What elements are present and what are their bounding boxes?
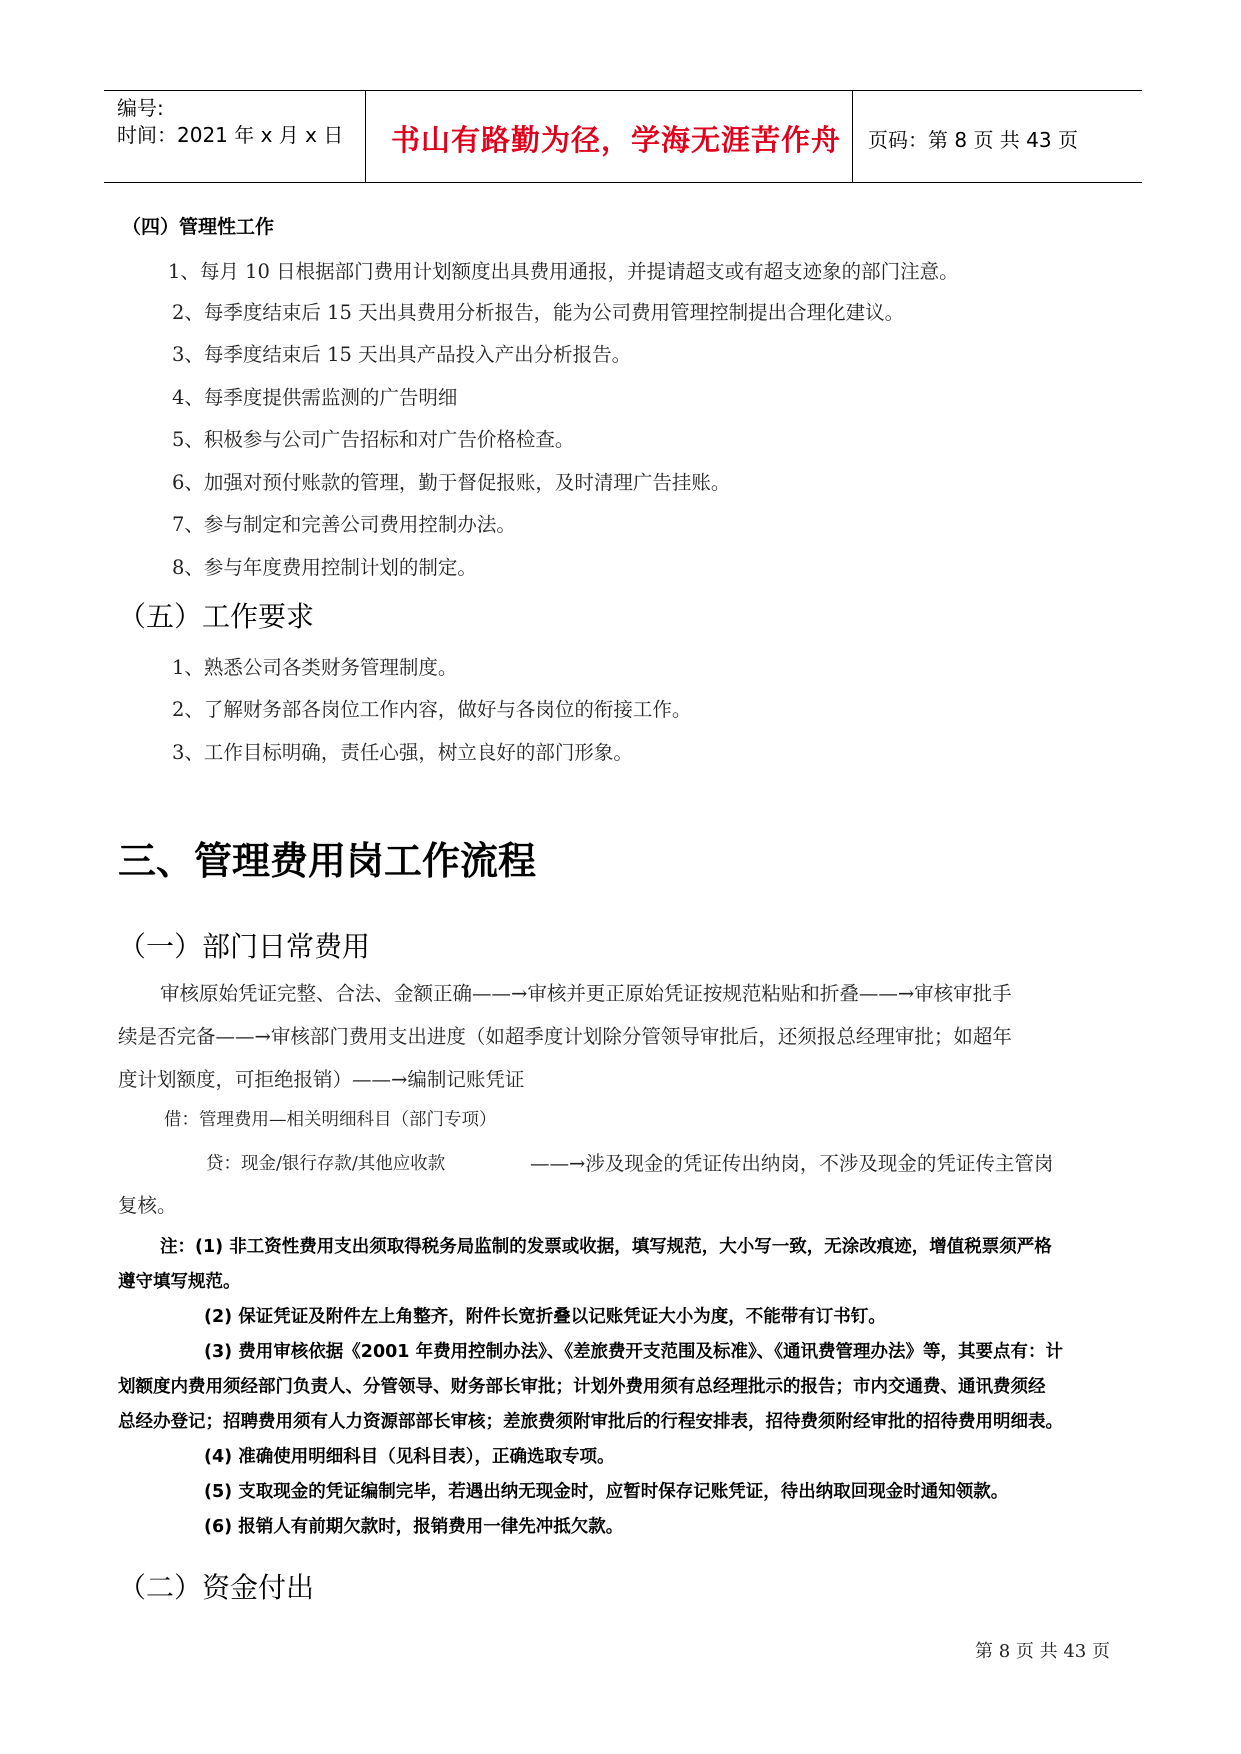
section4-item: 2、每季度结束后 15 天出具费用分析报告，能为公司费用管理控制提出合理化建议。 [172,301,905,324]
flow-line: 度计划额度，可拒绝报销）——→编制记账凭证 [118,1068,525,1091]
footer-page-number: 第 8 页 共 43 页 [975,1641,1110,1662]
note-line: (3) 费用审核依据《2001 年费用控制办法》、《差旅费开支范围及标准》、《通讯费管理办法》等，其要点有：计 [204,1342,1064,1362]
flow-line: 续是否完备——→审核部门费用支出进度（如超季度计划除分管领导审批后，还须报总经理审批；如超年 [118,1025,1012,1048]
section4-item: 5、积极参与公司广告招标和对广告价格检查。 [172,428,575,451]
note-6 [118,1510,1128,1545]
note-line: (4) 准确使用明细科目（见科目表），正确选取专项。 [204,1447,615,1467]
header-motto: 书山有路勤为径，学海无涯苦作舟 [391,123,842,157]
section5-item: 2、了解财务部各岗位工作内容，做好与各岗位的衔接工作。 [172,698,692,721]
note-1 [118,1230,1128,1300]
flow-line: 审核原始凭证完整、合法、金额正确——→审核并更正原始凭证按规范粘贴和折叠——→审核审批手 [160,982,1012,1005]
section4-item: 7、参与制定和完善公司费用控制办法。 [172,513,516,536]
header-divider-right [852,90,853,183]
note-line: 总经办登记；招聘费用须有人力资源部部长审核；差旅费须附审批后的行程安排表，招待费须附经审批的招待费用明细表。 [118,1412,1063,1432]
note-3 [118,1335,1128,1440]
header-time-label: 时间：2021 年 x 月 x 日 [117,123,344,147]
header-bottom-rule [104,182,1142,183]
debit-entry: 借：管理费用—相关明细科目（部门专项） [164,1110,497,1130]
section5-title: （五）工作要求 [118,600,315,633]
note-2 [118,1300,1128,1335]
header-top-rule [104,90,1142,91]
section4-item: 1、每月 10 日根据部门费用计划额度出具费用通报，并提请超支或有超支迹象的部门注意。 [168,260,959,283]
note-5 [118,1475,1128,1510]
credit-flow: ——→涉及现金的凭证传出纳岗，不涉及现金的凭证传主管岗 [530,1152,1054,1175]
note-line: (6) 报销人有前期欠款时，报销费用一律先冲抵欠款。 [204,1517,624,1537]
credit-tail: 复核。 [118,1194,177,1217]
header-divider-left [365,90,366,183]
header-number-label: 编号: [117,96,164,120]
section4-item: 4、每季度提供需监测的广告明细 [172,386,458,409]
note-line: (5) 支取现金的凭证编制完毕，若遇出纳无现金时，应暂时保存记账凭证，待出纳取回现金时通知领款。 [204,1482,1009,1502]
chapter3-sub1-title: （一）部门日常费用 [118,930,371,963]
section4-title: （四）管理性工作 [122,216,275,238]
chapter3-sub2-title: （二）资金付出 [118,1571,315,1604]
note-line: 遵守填写规范。 [118,1272,241,1292]
chapter3-title: 三、管理费用岗工作流程 [118,839,537,883]
note-4 [118,1440,1128,1475]
section5-item: 3、工作目标明确，责任心强，树立良好的部门形象。 [172,741,633,764]
note-line: 划额度内费用须经部门负责人、分管领导、财务部长审批；计划外费用须有总经理批示的报告；市内交通费、通讯费须经 [118,1377,1046,1397]
section4-item: 6、加强对预付账款的管理，勤于督促报账，及时清理广告挂账。 [172,471,731,494]
header-page-label: 页码：第 8 页 共 43 页 [868,128,1078,152]
note-line: (2) 保证凭证及附件左上角整齐，附件长宽折叠以记账凭证大小为度，不能带有订书钉。 [204,1307,886,1327]
flow-paragraph [118,972,1128,1101]
credit-entry: 贷：现金/银行存款/其他应收款 [206,1154,446,1174]
section4-item: 8、参与年度费用控制计划的制定。 [172,556,477,579]
section4-item: 3、每季度结束后 15 天出具产品投入产出分析报告。 [172,343,632,366]
note-line: 注：(1) 非工资性费用支出须取得税务局监制的发票或收据，填写规范，大小写一致，无涂改痕迹，增值税票须严格 [160,1237,1052,1257]
section5-item: 1、熟悉公司各类财务管理制度。 [172,656,458,679]
